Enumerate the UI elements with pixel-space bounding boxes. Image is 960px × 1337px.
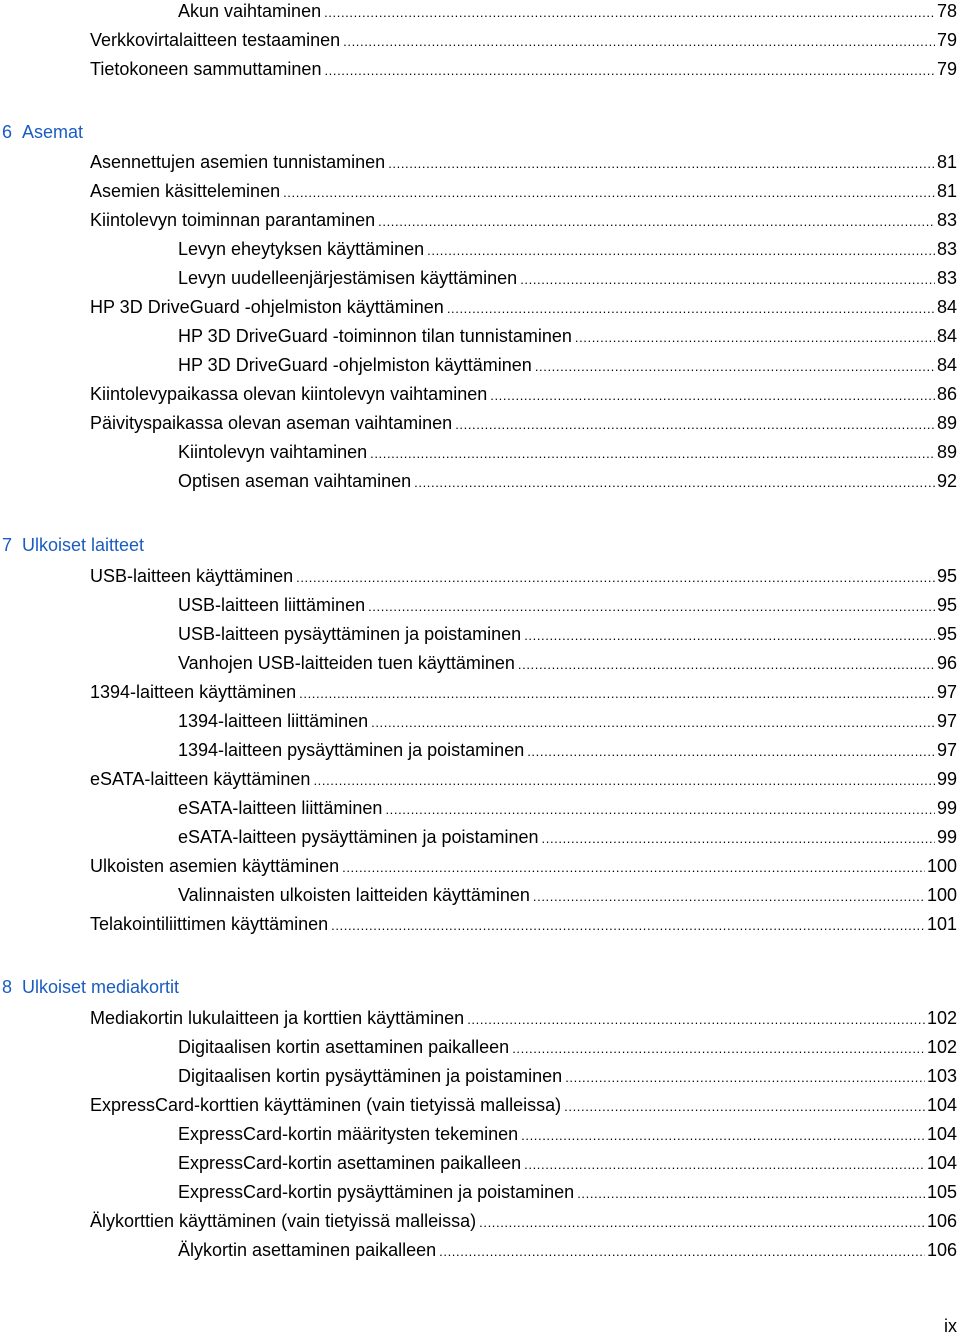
toc-entry-title: Digitaalisen kortin asettaminen paikalleen xyxy=(178,1037,510,1057)
toc-leader xyxy=(521,1125,925,1147)
toc-entry-page: 79 xyxy=(936,30,957,50)
toc-entry-page: 81 xyxy=(936,181,957,201)
toc-entry[interactable] xyxy=(178,594,957,623)
chapter-title: Ulkoiset mediakortit xyxy=(22,977,180,997)
chapter-number: 8 xyxy=(2,977,13,997)
toc-entry[interactable] xyxy=(178,1181,957,1210)
toc-entry[interactable] xyxy=(178,739,957,768)
chapter-heading[interactable] xyxy=(2,121,83,147)
toc-entry[interactable] xyxy=(90,383,957,412)
chapter-number: 6 xyxy=(2,122,13,142)
toc-leader xyxy=(524,1154,925,1176)
toc-entry-page: 101 xyxy=(926,914,957,934)
toc-entry-title: ExpressCard-kortin pysäyttäminen ja poistaminen xyxy=(178,1182,575,1202)
toc-leader xyxy=(564,1096,925,1118)
toc-entry-title: Kiintolevypaikassa olevan kiintolevyn vaihtaminen xyxy=(90,384,488,404)
toc-entry[interactable] xyxy=(178,470,957,499)
toc-entry[interactable] xyxy=(90,1007,957,1036)
toc-entry[interactable] xyxy=(178,710,957,739)
toc-entry-page: 100 xyxy=(926,885,957,905)
toc-leader xyxy=(467,1009,925,1031)
toc-entry-page: 100 xyxy=(926,856,957,876)
toc-leader xyxy=(575,327,935,349)
toc-entry[interactable] xyxy=(90,768,957,797)
toc-leader xyxy=(324,60,935,82)
toc-entry-page: 83 xyxy=(936,210,957,230)
toc-entry-page: 104 xyxy=(926,1124,957,1144)
toc-entry-title: Älykortin asettaminen paikalleen xyxy=(178,1240,437,1260)
toc-entry-page: 92 xyxy=(936,471,957,491)
toc-entry-title: eSATA-laitteen pysäyttäminen ja poistaminen xyxy=(178,827,539,847)
toc-entry-page: 95 xyxy=(936,595,957,615)
chapter-title: Asemat xyxy=(22,122,84,142)
toc-entry-page: 105 xyxy=(926,1182,957,1202)
toc-entry-title: eSATA-laitteen liittäminen xyxy=(178,798,383,818)
toc-entry[interactable] xyxy=(90,58,957,87)
toc-entry-title: Päivityspaikassa olevan aseman vaihtaminen xyxy=(90,413,453,433)
toc-entry-page: 86 xyxy=(936,384,957,404)
toc-entry-title: eSATA-laitteen käyttäminen xyxy=(90,769,311,789)
toc-entry-title: Akun vaihtaminen xyxy=(178,1,322,21)
toc-entry-page: 84 xyxy=(936,355,957,375)
toc-leader xyxy=(527,741,935,763)
toc-entry-title: ExpressCard-kortin asettaminen paikalleen xyxy=(178,1153,522,1173)
toc-leader xyxy=(577,1183,925,1205)
toc-entry-title: USB-laitteen pysäyttäminen ja poistaminen xyxy=(178,624,522,644)
toc-entry-title: Kiintolevyn vaihtaminen xyxy=(178,442,368,462)
toc-entry[interactable] xyxy=(178,325,957,354)
toc-entry-title: Tietokoneen sammuttaminen xyxy=(90,59,322,79)
toc-entry-title: Telakointiliittimen käyttäminen xyxy=(90,914,329,934)
toc-entry-title: Levyn eheytyksen käyttäminen xyxy=(178,239,425,259)
toc-entry[interactable] xyxy=(178,1239,957,1268)
toc-entry-title: Ulkoisten asemien käyttäminen xyxy=(90,856,340,876)
toc-entry-title: Älykorttien käyttäminen (vain tietyissä malleissa) xyxy=(90,1211,477,1231)
toc-entry-page: 99 xyxy=(936,769,957,789)
toc-entry-page: 102 xyxy=(926,1008,957,1028)
toc-entry[interactable] xyxy=(178,652,957,681)
toc-entry-page: 81 xyxy=(936,152,957,172)
toc-entry[interactable] xyxy=(178,1065,957,1094)
toc-leader xyxy=(479,1212,925,1234)
toc-leader xyxy=(533,886,925,908)
toc-entry-page: 104 xyxy=(926,1095,957,1115)
toc-entry-page: 103 xyxy=(926,1066,957,1086)
toc-entry-page: 106 xyxy=(926,1240,957,1260)
toc-leader xyxy=(455,414,935,436)
toc-leader xyxy=(524,625,935,647)
toc-entry-title: HP 3D DriveGuard -ohjelmiston käyttäminen xyxy=(178,355,532,375)
toc-entry[interactable] xyxy=(178,884,957,913)
toc-leader xyxy=(535,356,935,378)
toc-entry-page: 84 xyxy=(936,297,957,317)
toc-leader xyxy=(427,240,935,262)
page-number: ix xyxy=(944,1316,957,1336)
toc-leader xyxy=(296,567,935,589)
toc-entry-page: 78 xyxy=(936,1,957,21)
toc-entry[interactable] xyxy=(178,797,957,826)
toc-leader xyxy=(542,828,935,850)
toc-entry[interactable] xyxy=(90,1094,957,1123)
toc-entry[interactable] xyxy=(90,681,957,710)
chapter-number: 7 xyxy=(2,535,13,555)
toc-entry[interactable] xyxy=(178,623,957,652)
toc-leader xyxy=(388,153,935,175)
toc-entry[interactable] xyxy=(178,826,957,855)
toc-entry-page: 97 xyxy=(936,682,957,702)
toc-entry[interactable] xyxy=(178,1123,957,1152)
toc-entry-title: Asemien käsitteleminen xyxy=(90,181,281,201)
toc-entry-title: Valinnaisten ulkoisten laitteiden käyttäminen xyxy=(178,885,530,905)
toc-entry-title: 1394-laitteen käyttäminen xyxy=(90,682,297,702)
toc-leader xyxy=(331,915,925,937)
toc-entry-page: 102 xyxy=(926,1037,957,1057)
toc-leader xyxy=(490,385,935,407)
toc-entry-title: 1394-laitteen liittäminen xyxy=(178,711,369,731)
toc-leader xyxy=(385,799,935,821)
toc-leader xyxy=(370,443,935,465)
toc-leader xyxy=(324,2,935,24)
toc-leader xyxy=(447,298,935,320)
toc-entry-page: 84 xyxy=(936,326,957,346)
toc-entry-page: 83 xyxy=(936,268,957,288)
toc-entry-page: 97 xyxy=(936,740,957,760)
toc-entry[interactable] xyxy=(178,1152,957,1181)
toc-entry-title: Optisen aseman vaihtaminen xyxy=(178,471,412,491)
toc-entry-title: HP 3D DriveGuard -toiminnon tilan tunnistaminen xyxy=(178,326,572,346)
toc-entry-page: 106 xyxy=(926,1211,957,1231)
toc-entry[interactable] xyxy=(178,441,957,470)
toc-entry[interactable] xyxy=(178,267,957,296)
toc-entry-page: 97 xyxy=(936,711,957,731)
toc-entry[interactable] xyxy=(90,1210,957,1239)
toc-entry-title: ExpressCard-kortin määritysten tekeminen xyxy=(178,1124,519,1144)
toc-entry-title: Mediakortin lukulaitteen ja korttien käyttäminen xyxy=(90,1008,465,1028)
toc-leader xyxy=(512,1038,925,1060)
toc-entry-page: 79 xyxy=(936,59,957,79)
toc-entry-title: USB-laitteen liittäminen xyxy=(178,595,366,615)
toc-entry[interactable] xyxy=(178,238,957,267)
toc-entry-page: 89 xyxy=(936,413,957,433)
toc-entry-page: 95 xyxy=(936,566,957,586)
toc-entry-title: 1394-laitteen pysäyttäminen ja poistaminen xyxy=(178,740,525,760)
toc-entry-page: 99 xyxy=(936,827,957,847)
toc-entry-page: 104 xyxy=(926,1153,957,1173)
toc-entry-page: 83 xyxy=(936,239,957,259)
toc-leader xyxy=(283,182,935,204)
toc-entry[interactable] xyxy=(90,209,957,238)
toc-entry-page: 89 xyxy=(936,442,957,462)
toc-entry-title: Digitaalisen kortin pysäyttäminen ja poistaminen xyxy=(178,1066,563,1086)
toc-entry[interactable] xyxy=(90,565,957,594)
toc-entry-title: USB-laitteen käyttäminen xyxy=(90,566,294,586)
toc-entry-page: 96 xyxy=(936,653,957,673)
toc-entry[interactable] xyxy=(90,296,957,325)
toc-leader xyxy=(313,770,935,792)
toc-entry-title: Kiintolevyn toiminnan parantaminen xyxy=(90,210,376,230)
toc-entry[interactable] xyxy=(90,412,957,441)
toc-leader xyxy=(565,1067,925,1089)
toc-entry[interactable] xyxy=(90,29,957,58)
toc-leader xyxy=(378,211,935,233)
toc-entry-title: Asennettujen asemien tunnistaminen xyxy=(90,152,386,172)
chapter-heading[interactable] xyxy=(2,976,179,1002)
toc-entry[interactable] xyxy=(90,913,957,942)
toc-entry-page: 99 xyxy=(936,798,957,818)
toc-entry-title: ExpressCard-korttien käyttäminen (vain tietyissä malleissa) xyxy=(90,1095,562,1115)
toc-entry-page: 95 xyxy=(936,624,957,644)
toc-leader xyxy=(520,269,935,291)
chapter-heading[interactable] xyxy=(2,534,144,560)
toc-leader xyxy=(299,683,935,705)
toc-leader xyxy=(342,857,925,879)
toc-leader xyxy=(414,472,935,494)
toc-leader xyxy=(518,654,935,676)
toc-entry-title: Verkkovirtalaitteen testaaminen xyxy=(90,30,341,50)
toc-entry[interactable] xyxy=(90,151,957,180)
toc-entry-title: Vanhojen USB-laitteiden tuen käyttäminen xyxy=(178,653,515,673)
toc-entry-title: HP 3D DriveGuard -ohjelmiston käyttäminen xyxy=(90,297,444,317)
toc-leader xyxy=(343,31,935,53)
toc-entry[interactable] xyxy=(178,0,957,29)
toc-entry[interactable] xyxy=(90,855,957,884)
toc-entry[interactable] xyxy=(90,180,957,209)
toc-leader xyxy=(368,596,935,618)
toc-leader xyxy=(371,712,935,734)
toc-entry-title: Levyn uudelleenjärjestämisen käyttäminen xyxy=(178,268,518,288)
toc-entry[interactable] xyxy=(178,354,957,383)
toc-leader xyxy=(439,1241,925,1263)
toc-entry[interactable] xyxy=(178,1036,957,1065)
chapter-title: Ulkoiset laitteet xyxy=(22,535,145,555)
